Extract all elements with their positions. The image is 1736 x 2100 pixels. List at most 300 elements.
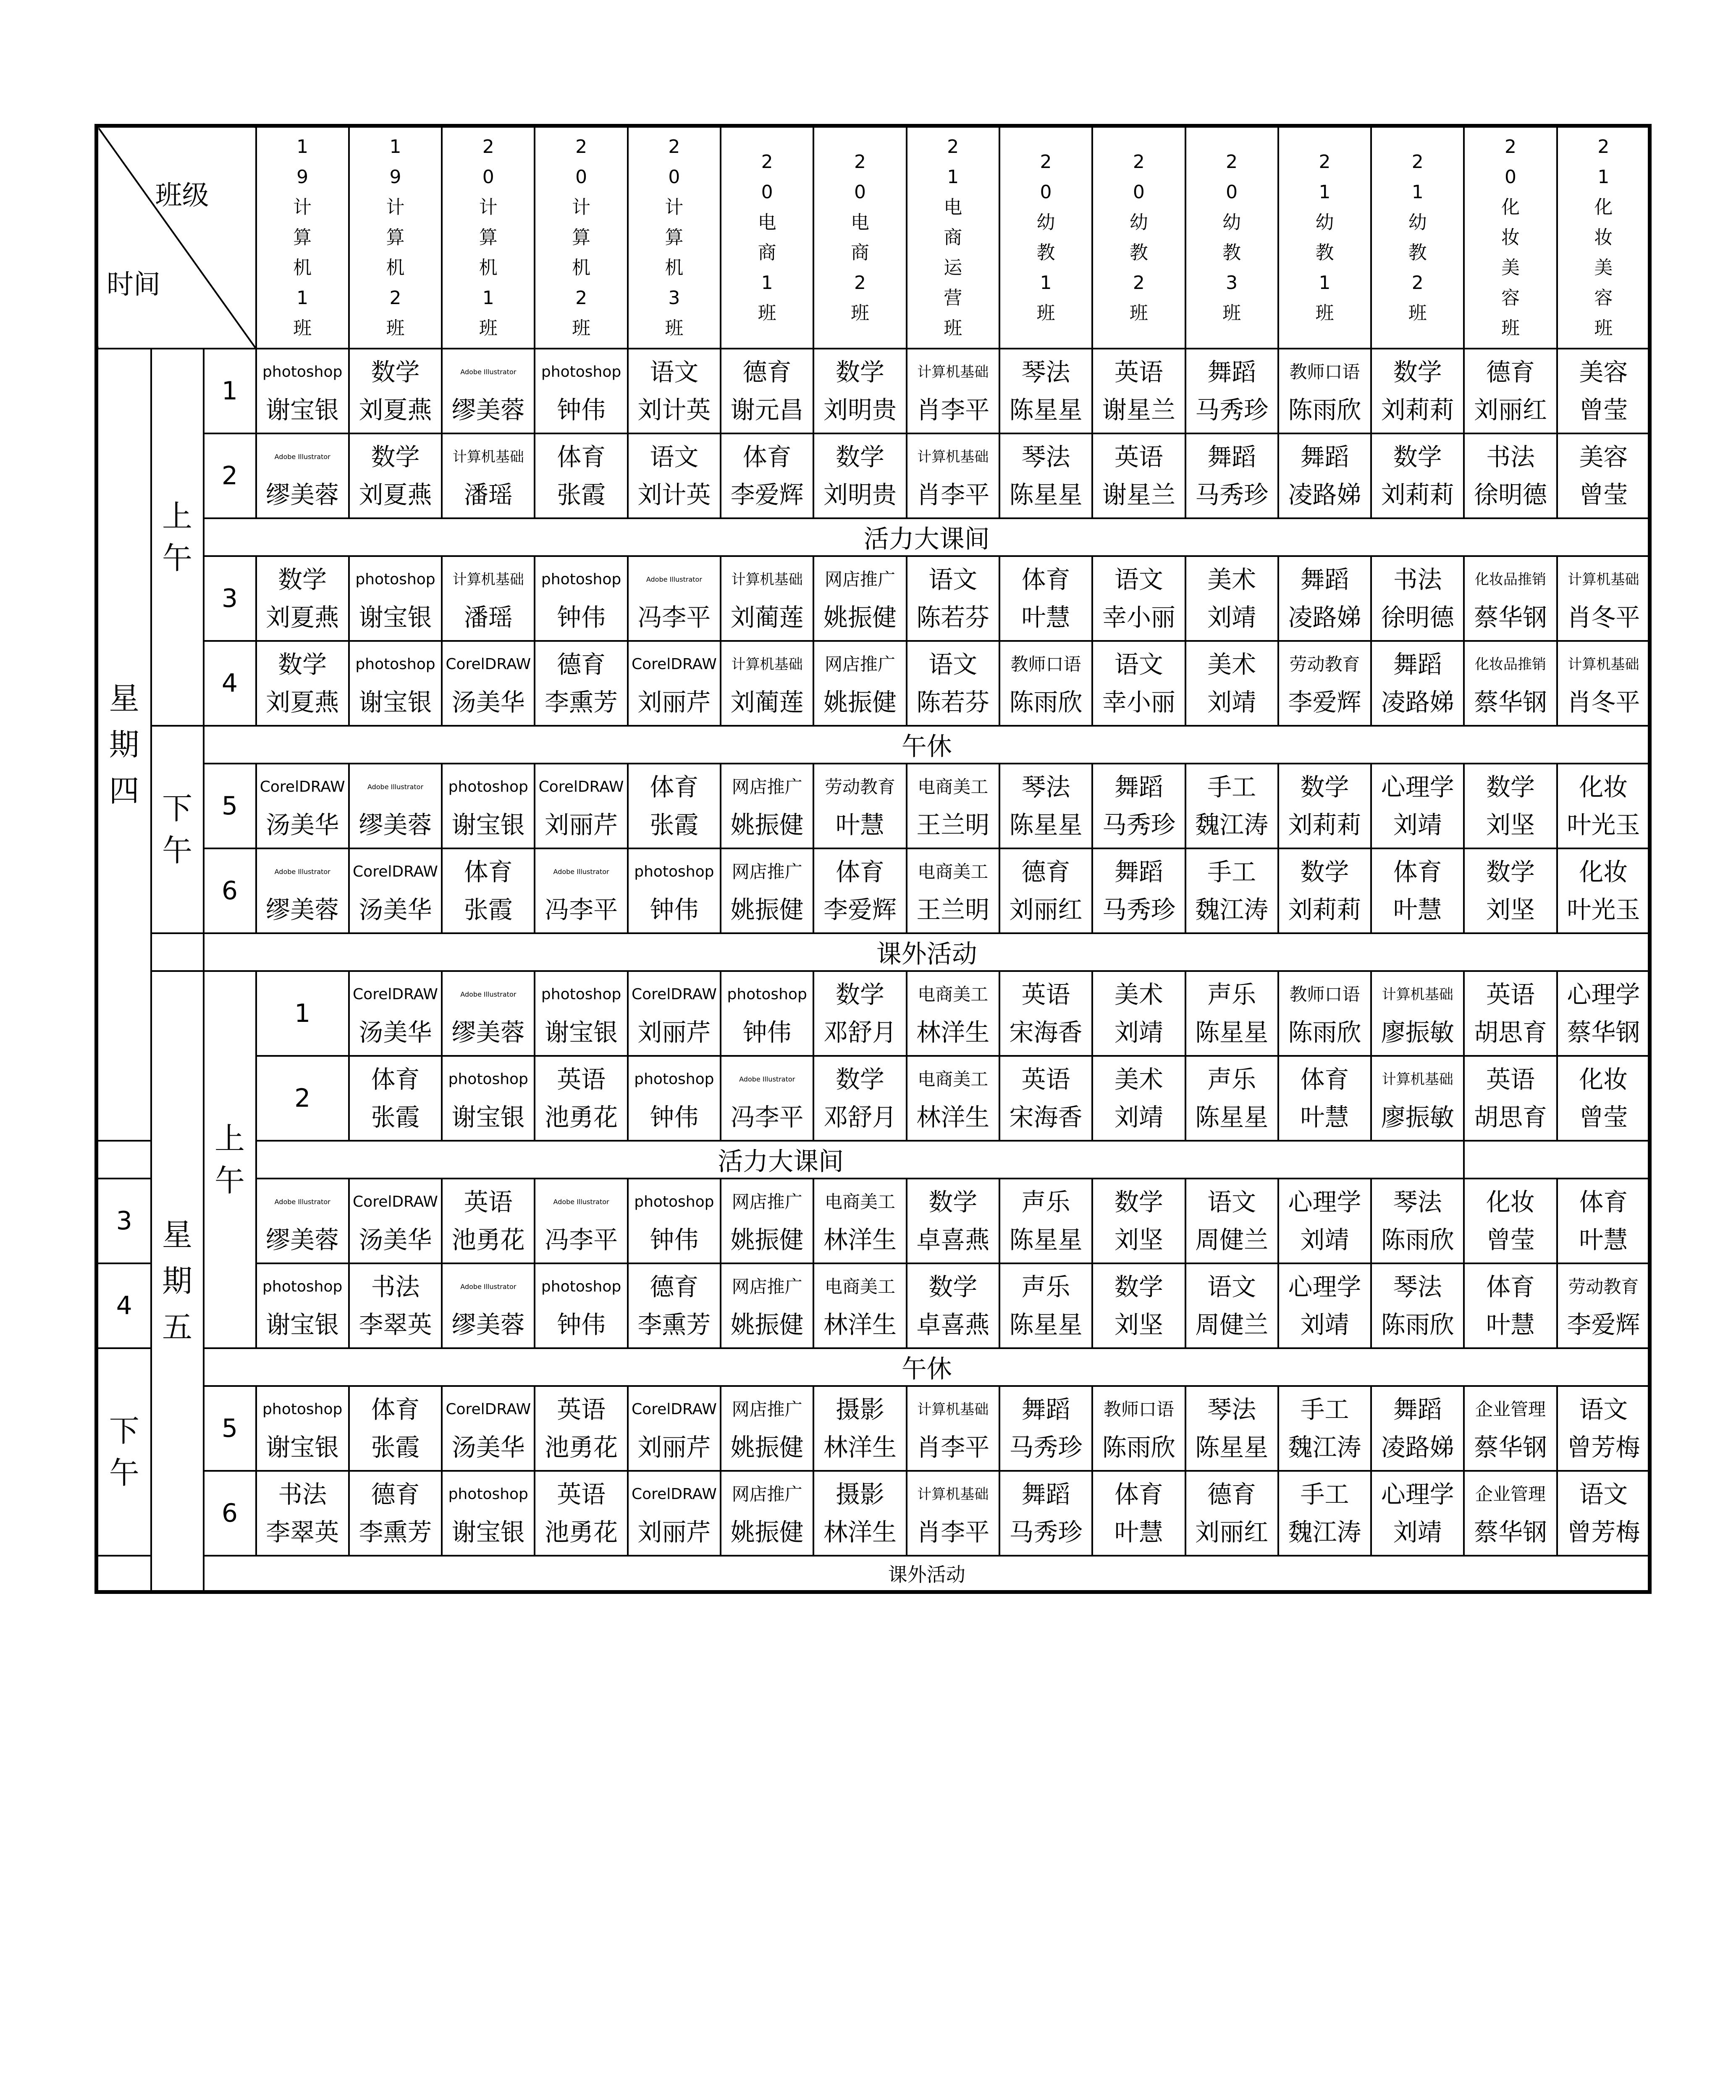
teacher: 刘靖 [1114,1018,1163,1047]
subject: 网店推广 [824,654,895,675]
subject: 网店推广 [824,569,895,590]
subject: 化妆 [1579,1065,1628,1094]
subject: 语文 [650,443,699,471]
teacher: 蔡华钢 [1474,603,1547,632]
subject: 网店推广 [732,1484,802,1504]
teacher: 刘坚 [1486,811,1535,839]
subject: 心理学 [1381,773,1454,801]
lesson-cell [442,1386,535,1471]
band-row [97,726,1650,764]
teacher: 卓喜燕 [916,1310,990,1339]
teacher: 刘蔺莲 [730,603,804,632]
class-header-char: 1 [947,166,959,188]
teacher: 马秀珍 [1009,1518,1083,1546]
subject: 英语 [557,1480,606,1509]
class-header [628,126,721,349]
lesson-cell [1464,1263,1557,1348]
class-header-char: 教 [1408,242,1427,263]
class-header-char: 1 [296,136,309,158]
class-header-char: 教 [1129,242,1148,263]
lesson-cell [1185,349,1278,433]
teacher: 叶慧 [1579,1226,1628,1254]
teacher: 姚振健 [730,1518,804,1546]
class-header-char: 3 [668,287,680,309]
lesson-cell [535,641,627,726]
afternoon-label-char: 午 [162,833,192,868]
class-header-char: 商 [944,227,962,248]
lesson-cell [1278,349,1371,433]
subject: CorelDRAW [353,1193,438,1210]
lesson-cell [256,1386,349,1471]
teacher: 刘明贵 [823,480,897,509]
subject: photoshop [262,1278,343,1295]
teacher: 陈星星 [1009,480,1083,509]
subject: photoshop [541,986,621,1003]
teacher: 马秀珍 [1009,1433,1083,1462]
teacher: 李爱辉 [1567,1310,1640,1339]
teacher: 徐明德 [1474,480,1547,509]
subject: 教师口语 [1289,984,1360,1005]
teacher: 池勇花 [451,1226,525,1254]
lesson-cell [907,848,999,933]
teacher: 廖振敏 [1381,1103,1454,1131]
subject: 劳动教育 [1568,1276,1639,1297]
lesson-cell [907,556,999,641]
teacher: 叶慧 [835,811,884,839]
subject: 舞蹈 [1207,358,1256,386]
weekday-char: 四 [109,773,139,808]
subject: 电商美工 [918,1069,989,1089]
lesson-cell [1278,1471,1371,1556]
period-row [97,848,1650,933]
subject: 手工 [1300,1480,1349,1509]
class-header-char: 商 [850,242,869,263]
teacher: 李熏芳 [359,1518,432,1546]
class-header-char: 0 [1226,181,1238,203]
lesson-cell [1185,433,1278,518]
lesson-cell [1185,1263,1278,1348]
lesson-cell [1464,1471,1557,1556]
subject: 舞蹈 [1393,1395,1442,1424]
class-header-char: 班 [1129,302,1148,324]
teacher: 林洋生 [823,1310,897,1339]
lesson-cell [907,641,999,726]
class-header-char: 机 [386,257,405,278]
teacher: 刘靖 [1114,1103,1163,1131]
subject: 化妆品推销 [1475,656,1547,673]
subject: 计算机基础 [1382,986,1453,1003]
teacher: 魏江涛 [1288,1433,1361,1462]
lesson-cell [1278,1179,1371,1263]
teacher: 姚振健 [823,603,897,632]
subject: CorelDRAW [538,778,624,795]
teacher: 缪美蓉 [266,1226,339,1254]
lesson-cell [721,971,813,1056]
subject: Adobe Illustrator [274,1198,330,1206]
header-row [97,126,1650,349]
lesson-cell [813,971,906,1056]
class-header-char: 2 [1411,272,1424,294]
class-header-char: 1 [1319,181,1331,203]
subject: 计算机基础 [731,656,803,673]
lesson-cell [1464,764,1557,848]
class-header-char: 1 [761,272,773,294]
lesson-cell [1185,764,1278,848]
lesson-cell [535,1386,627,1471]
subject: 心理学 [1381,1480,1454,1509]
subject: 琴法 [1393,1273,1442,1301]
lesson-cell [1092,349,1185,433]
teacher: 刘坚 [1114,1226,1163,1254]
lesson-cell [1371,433,1464,518]
class-header-char: 0 [1133,181,1145,203]
lesson-cell [1185,1056,1278,1141]
period-number: 3 [204,556,256,641]
class-header-char: 0 [482,166,494,188]
lesson-cell [721,641,813,726]
teacher: 邓舒月 [823,1018,897,1047]
teacher: 姚振健 [730,811,804,839]
blank-cell [97,1556,151,1592]
subject: 体育 [464,858,513,886]
subject: 舞蹈 [1207,443,1256,471]
lesson-cell [535,848,627,933]
class-header-char: 2 [668,136,680,158]
lesson-cell [1278,556,1371,641]
teacher: 刘计英 [637,480,711,509]
subject: 英语 [1486,1065,1535,1094]
class-header-char: 商 [758,242,776,263]
class-header-char: 美 [1501,257,1520,278]
class-header-char: 3 [1226,272,1238,294]
subject: photoshop [262,1401,343,1418]
class-header-char: 班 [1501,318,1520,339]
teacher: 刘靖 [1393,1518,1442,1546]
class-header-char: 班 [386,318,405,339]
lesson-cell [721,1386,813,1471]
teacher: 钟伟 [557,603,606,632]
teacher: 蔡华钢 [1567,1018,1640,1047]
lesson-cell [907,971,999,1056]
subject: 舞蹈 [1393,650,1442,679]
subject: 体育 [1114,1480,1163,1509]
teacher: 林洋生 [823,1518,897,1546]
afternoon-label-char: 午 [109,1455,139,1491]
subject: 网店推广 [732,1399,802,1420]
class-header-char: 2 [575,287,587,309]
subject: 计算机基础 [452,571,524,588]
subject: 舞蹈 [1300,565,1349,594]
teacher: 曾莹 [1486,1226,1535,1254]
teacher: 缪美蓉 [451,1310,525,1339]
class-header-char: 2 [1597,136,1610,158]
class-header [1557,126,1650,349]
lesson-cell [907,1179,999,1263]
lesson-cell [349,556,442,641]
class-header [1185,126,1278,349]
lesson-cell [1092,764,1185,848]
teacher: 凌路娣 [1288,480,1361,509]
lesson-cell [999,556,1092,641]
class-header [999,126,1092,349]
subject: 琴法 [1021,443,1070,471]
class-header [535,126,627,349]
class-header-char: 0 [668,166,680,188]
teacher: 陈若芬 [916,688,990,717]
class-header-char: 2 [575,136,587,158]
teacher: 潘瑶 [464,603,513,632]
lesson-cell [442,764,535,848]
teacher: 汤美华 [359,895,432,924]
teacher: 王兰明 [916,895,990,924]
class-header-char: 容 [1501,287,1520,309]
class-header-char: 计 [386,197,405,218]
subject: 德育 [650,1273,699,1301]
subject: 计算机基础 [917,1486,989,1503]
period-number: 4 [204,641,256,726]
lesson-cell [999,764,1092,848]
lesson-cell [442,1179,535,1263]
class-header-char: 营 [944,287,962,309]
lesson-cell [999,971,1092,1056]
lesson-cell [999,349,1092,433]
lesson-cell [1092,848,1185,933]
lesson-cell [1557,349,1650,433]
subject: 舞蹈 [1300,443,1349,471]
class-header-char: 机 [665,257,684,278]
weekday-char: 星 [109,681,139,716]
period-number: 1 [256,971,349,1056]
teacher: 叶慧 [1114,1518,1163,1546]
lesson-cell [535,1263,627,1348]
class-header-char: 1 [1411,181,1424,203]
lesson-cell [1371,848,1464,933]
teacher: 刘明贵 [823,396,897,424]
class-header-char: 教 [1036,242,1055,263]
class-header-char: 算 [572,227,591,248]
teacher: 宋海香 [1009,1103,1083,1131]
subject: 声乐 [1207,980,1256,1009]
subject: 计算机基础 [1382,1071,1453,1088]
teacher: 肖李平 [916,1433,990,1462]
teacher: 缪美蓉 [266,895,339,924]
lesson-cell [1185,641,1278,726]
subject: 数学 [371,443,420,471]
class-header-char: 容 [1594,287,1613,309]
morning-label-char: 午 [215,1163,245,1198]
class-header-char: 2 [389,287,401,309]
lesson-cell [256,764,349,848]
teacher: 曾芳梅 [1567,1433,1640,1462]
class-header-char: 计 [293,197,312,218]
lesson-cell [1185,1179,1278,1263]
subject: CorelDRAW [446,1401,531,1418]
subject: 数学 [835,980,884,1009]
lesson-cell [1278,1386,1371,1471]
teacher: 刘丽红 [1474,396,1547,424]
teacher: 肖冬平 [1567,688,1640,717]
lesson-cell [628,1471,721,1556]
class-header-char: 计 [479,197,498,218]
lesson-cell [349,1179,442,1263]
lesson-cell [442,1471,535,1556]
subject: Adobe Illustrator [553,868,609,876]
lesson-cell [1557,1263,1650,1348]
teacher: 池勇花 [545,1103,618,1131]
lesson-cell [813,1056,906,1141]
subject: 美容 [1579,358,1628,386]
lesson-cell [1092,1179,1185,1263]
subject: 美容 [1579,443,1628,471]
teacher: 谢宝银 [266,1310,339,1339]
lesson-cell [907,764,999,848]
subject: 舞蹈 [1114,858,1163,886]
lesson-cell [1278,641,1371,726]
subject: 计算机基础 [731,571,803,588]
teacher: 蔡华钢 [1474,1433,1547,1462]
class-header-char: 机 [293,257,312,278]
class-header [1464,126,1557,349]
class-header [907,126,999,349]
teacher: 叶慧 [1300,1103,1349,1131]
class-header-char: 班 [1408,302,1427,324]
period-number: 2 [204,433,256,518]
lesson-cell [349,1263,442,1348]
lesson-cell [907,1386,999,1471]
lesson-cell [349,349,442,433]
subject: 德育 [1207,1480,1256,1509]
teacher: 刘夏燕 [359,396,432,424]
lesson-cell [1464,1386,1557,1471]
teacher: 姚振健 [730,1226,804,1254]
class-header-char: 0 [854,181,866,203]
lesson-cell [1185,848,1278,933]
class-header-char: 电 [850,212,869,233]
lesson-cell [1092,1263,1185,1348]
teacher: 陈星星 [1195,1018,1269,1047]
lesson-cell [1557,848,1650,933]
class-header-char: 2 [1505,136,1517,158]
lesson-cell [721,1179,813,1263]
subject: photoshop [634,1071,714,1088]
teacher: 姚振健 [730,1310,804,1339]
lesson-cell [1092,641,1185,726]
class-header-char: 幼 [1408,212,1427,233]
weekday-char: 期 [162,1263,192,1299]
class-header [721,126,813,349]
lesson-cell [1557,1179,1650,1263]
class-header-char: 幼 [1129,212,1148,233]
lesson-cell [535,764,627,848]
subject: 体育 [1300,1065,1349,1094]
teacher: 钟伟 [650,1226,699,1254]
subject: photoshop [541,571,621,588]
teacher: 刘丽芹 [637,1433,711,1462]
teacher: 谢宝银 [359,603,432,632]
teacher: 冯李平 [637,603,711,632]
subject: 语文 [928,650,978,679]
lesson-cell [1092,556,1185,641]
teacher: 肖冬平 [1567,603,1640,632]
lesson-cell [907,1263,999,1348]
teacher: 肖李平 [916,1518,990,1546]
teacher: 谢宝银 [266,396,339,424]
subject: 语文 [1579,1395,1628,1424]
teacher: 幸小丽 [1102,603,1175,632]
lesson-cell [1185,1471,1278,1556]
subject: 心理学 [1567,980,1640,1009]
lesson-cell [256,641,349,726]
subject: 摄影 [835,1395,884,1424]
teacher: 汤美华 [359,1226,432,1254]
teacher: 胡思育 [1474,1018,1547,1047]
class-header-char: 美 [1594,257,1613,278]
band-row [97,1556,1650,1592]
lesson-cell [721,848,813,933]
teacher: 谢宝银 [359,688,432,717]
lesson-cell [442,848,535,933]
subject: 声乐 [1021,1273,1070,1301]
lesson-cell [999,1386,1092,1471]
subject: 数学 [928,1273,978,1301]
teacher: 卓喜燕 [916,1226,990,1254]
subject: 书法 [1486,443,1535,471]
subject: Adobe Illustrator [274,453,330,461]
lesson-cell [349,433,442,518]
subject: 数学 [835,443,884,471]
subject: 数学 [1300,773,1349,801]
lesson-cell [535,1056,627,1141]
teacher: 池勇花 [545,1518,618,1546]
teacher: 陈雨欣 [1009,688,1083,717]
class-header-char: 电 [758,212,776,233]
class-header-char: 0 [1505,166,1517,188]
class-header-char: 算 [479,227,498,248]
subject: 计算机基础 [1568,571,1639,588]
teacher: 陈星星 [1009,811,1083,839]
lesson-cell [1092,971,1185,1056]
lesson-cell [535,433,627,518]
lesson-cell [349,1386,442,1471]
teacher: 曾芳梅 [1567,1518,1640,1546]
teacher: 宋海香 [1009,1018,1083,1047]
subject: 英语 [557,1395,606,1424]
class-header-char: 机 [572,257,591,278]
lesson-cell [1557,641,1650,726]
class-header-char: 计 [665,197,684,218]
lesson-cell [1464,1056,1557,1141]
teacher: 刘丽红 [1195,1518,1269,1546]
lesson-cell [1371,641,1464,726]
class-header-char: 2 [1411,151,1424,173]
morning-label-char: 上 [162,499,192,534]
teacher: 叶慧 [1021,603,1070,632]
period-number: 5 [204,764,256,848]
class-header-char: 2 [854,151,866,173]
subject: 语文 [1207,1188,1256,1216]
lesson-cell [721,764,813,848]
subject: 英语 [557,1065,606,1094]
weekday-char: 星 [162,1217,192,1252]
teacher: 李熏芳 [637,1310,711,1339]
lesson-cell [256,349,349,433]
subject: 体育 [650,773,699,801]
teacher: 谢宝银 [451,1103,525,1131]
teacher: 钟伟 [557,396,606,424]
lesson-cell [999,848,1092,933]
subject: 语文 [1114,565,1163,594]
lesson-cell [256,1471,349,1556]
